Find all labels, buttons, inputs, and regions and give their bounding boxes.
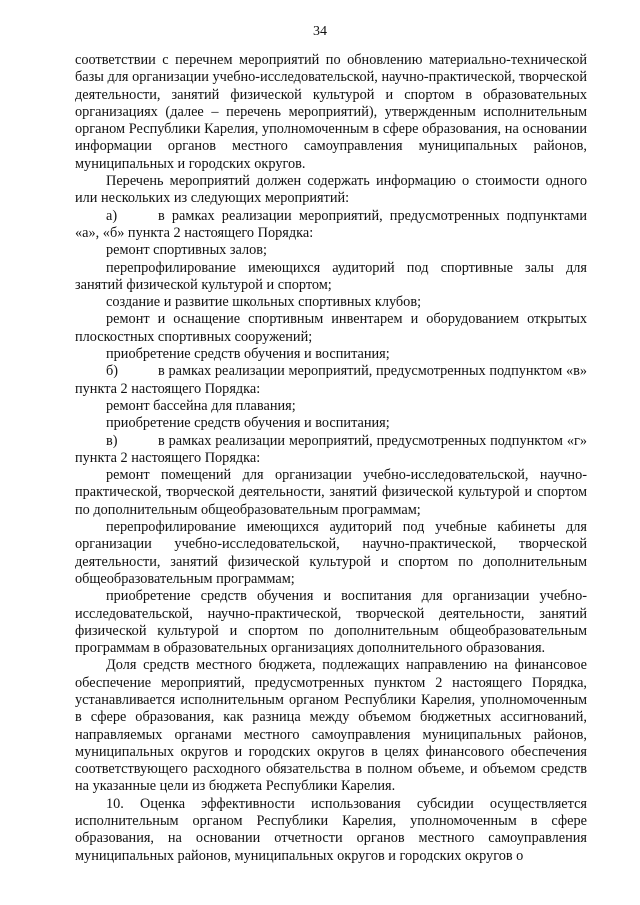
- list-marker: б): [106, 363, 119, 380]
- paragraph: создание и развитие школьных спортивных клубов;: [106, 294, 422, 311]
- list-item-text: в рамках реализации мероприятий, предусмотренных подпунктами «а», «б» пункта 2 настоящего Порядка:: [75, 207, 587, 241]
- list-item-v: [75, 433, 587, 468]
- paragraph-continuation: соответствии с перечнем мероприятий по обновлению материально-технической базы для организации учебно-исследовательской, научно-практической, творческой деятельности, занятий физической культурой и спортом в образовательных организациях (далее – перечень мероприятий), утвержденным исполнительным органом Республики Карелия, уполномоченным в сфере образования, на основании информации органов местного самоуправления муниципальных районов, муниципальных и городских округов.: [75, 52, 587, 172]
- document-body: [75, 52, 587, 865]
- paragraph: приобретение средств обучения и воспитания;: [106, 346, 390, 363]
- list-item-text: в рамках реализации мероприятий, предусмотренных подпунктом «г» пункта 2 настоящего Порядка:: [75, 432, 587, 466]
- list-marker: в): [106, 432, 118, 449]
- paragraph-budget-share: Доля средств местного бюджета, подлежащих направлению на финансовое обеспечение мероприятий, предусмотренных пунктом 2 настоящего Порядка, устанавливается исполнительным органом Республики Карелия, уполномоченным в сфере образования, как разница между объемом бюджетных ассигнований, направляемых органами местного самоуправления муниципальных районов, муниципальных округов и городских округов в целях финансового обеспечения соответствующего расходного обязательства в полном объеме, и объемом средств на указанные цели из бюджета Республики Карелия.: [75, 657, 587, 795]
- paragraph-item-10: 10. Оценка эффективности использования субсидии осуществляется исполнительным органом Республики Карелия, уполномоченным в сфере образования, на основании отчетности органов местного самоуправления муниципальных районов, муниципальных округов и городских округов о: [75, 795, 587, 864]
- list-item-a: [75, 208, 587, 243]
- list-item-b: [75, 363, 587, 398]
- paragraph-list-intro: Перечень мероприятий должен содержать информацию о стоимости одного или нескольких из следующих мероприятий:: [75, 173, 587, 207]
- page-number: 34: [313, 24, 327, 39]
- paragraph: приобретение средств обучения и воспитания;: [106, 415, 390, 432]
- paragraph: приобретение средств обучения и воспитания для организации учебно-исследовательской, научно-практической, творческой деятельности, занятий физической культурой и спортом по дополнительным общеобразовательным программам в образовательных организациях дополнительного образования.: [75, 588, 587, 657]
- list-item-text: в рамках реализации мероприятий, предусмотренных подпунктом «в» пункта 2 настоящего Порядка:: [75, 363, 587, 397]
- paragraph: перепрофилирование имеющихся аудиторий под спортивные залы для занятий физической культурой и спортом;: [75, 259, 587, 293]
- paragraph: ремонт и оснащение спортивным инвентарем и оборудованием открытых плоскостных спортивных сооружений;: [75, 311, 587, 345]
- list-marker: а): [106, 207, 118, 224]
- paragraph: ремонт спортивных залов;: [106, 242, 268, 259]
- paragraph: ремонт бассейна для плавания;: [106, 397, 296, 414]
- paragraph: перепрофилирование имеющихся аудиторий под учебные кабинеты для организации учебно-исследовательской, научно-практической, творческой деятельности, занятий физической культурой и спортом по дополнительным общеобразовательным программам;: [75, 519, 587, 587]
- paragraph: ремонт помещений для организации учебно-исследовательской, научно-практической, творческой деятельности, занятий физической культурой и спортом по дополнительным общеобразовательным программам;: [75, 467, 587, 518]
